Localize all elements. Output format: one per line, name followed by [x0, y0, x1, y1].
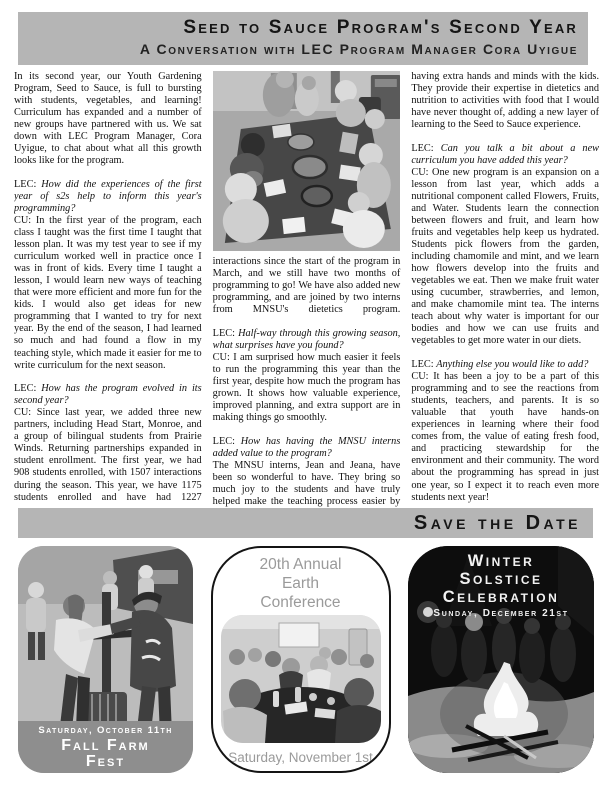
save-the-date-banner: Save the Date	[18, 508, 593, 538]
question-label: LEC:	[212, 327, 235, 339]
qa-block	[411, 143, 599, 348]
event-date: Saturday, November 1st	[228, 750, 373, 765]
event-title: 20th Annual Earth Conference	[259, 556, 342, 611]
event-caption-band	[18, 721, 193, 773]
article-columns	[14, 71, 599, 508]
page-subtitle: A Conversation with LEC Program Manager Cora Uyigue	[139, 41, 578, 57]
event-title: Winter Solstice Celebration	[442, 552, 560, 606]
question-text: Can you talk a bit about a new curriculum you have added this year?	[411, 142, 599, 166]
article-column-2	[213, 71, 401, 508]
interview-answer: CU: In the first year of the program, each class I taught was the first time I taught that lesson plan. It was my test year to see if my curriculum worked well in practice once I was in front of kids. Every time I taught a lesson, I would learn new ways of teaching that were more efficient and more fun for the kids. I would also get ideas for new programming that I wanted to try for next year. By the end of the season, I had learned so much and had found a flow in my teaching style, which made it easier for me to write curriculum for the next season.	[14, 215, 202, 371]
article-column-3	[411, 71, 599, 508]
interview-question	[213, 436, 401, 460]
event-cards	[18, 546, 594, 773]
interview-answer: CU: Since last year, we added three new partners, including Head Start, Monroe, and a group of bilingual students from Prairie Winds. Returning partnerships expanded in student enrollment. The first year, we had 908 students enrolled, with 1507 interactions during the season. This year, we have 1175 students enrolled and have had 1227	[14, 407, 202, 503]
question-text: Anything else you would like to add?	[436, 359, 589, 371]
interview-answer: CU: One new program is an expansion on a lesson from last year, which adds a nutritional component called Flowers, Fruits, and Water. Students learn the connection between flowers and fruit, and learn how fruits and vegetables help keep us hydrated. Students pick flowers from the garden, including chamomile and mint, and we learn how flowers develop into the fruits and vegetables we eat. Then we make fruit water using cucumber, strawberries, and lemon, and make chamomile mint tea. The interns teach about why water is important for our bodies and how we can use fruits and vegetables to get more water in our diets.	[411, 166, 599, 347]
qa-block	[213, 436, 401, 508]
event-date: Saturday, October 11th	[38, 725, 173, 736]
question-text: How has having the MNSU interns added value to the program?	[212, 435, 401, 459]
event-date: Sunday, December 21st	[433, 608, 569, 619]
event-card-earth-conference	[211, 546, 391, 773]
question-text: How did the experiences of the first year of s2s help to inform this year's programming?	[14, 178, 202, 214]
question-label: LEC:	[212, 435, 235, 447]
question-label: LEC:	[411, 142, 434, 154]
interview-answer: CU: It has been a joy to be a part of this programming and to see the reactions from students, teachers, and parents. It is so valuable that youth have hands-on experiences in learning where their food comes from, the value of eating fresh food, and practicing stewardship for the environment and their community. The word about the programming has spread in just one year, so I expect it to reach even more students next year!	[411, 371, 599, 503]
classroom-tasting-photo	[213, 71, 401, 251]
interview-question	[14, 383, 202, 407]
article-column-1	[14, 71, 202, 508]
qa-block	[411, 359, 599, 504]
question-label: LEC:	[411, 359, 434, 371]
page-title: Seed to Sauce Program's Second Year	[183, 17, 578, 38]
interview-question	[213, 328, 401, 352]
qa-block	[213, 328, 401, 424]
interview-answer: CU: I am surprised how much easier it feels to run the programming this year than the first year, despite how much the program has grown. It shows how valuable experience, improved planning, and extra support are in making things go smoothly.	[212, 351, 401, 424]
conference-photo	[221, 615, 381, 743]
question-text: Half-way through this growing season, what surprises have you found?	[212, 327, 401, 351]
interview-question	[411, 143, 599, 167]
classroom-tasting-photo-art	[213, 71, 401, 251]
intro-paragraph: In its second year, our Youth Gardening Program, Seed to Sauce, is full to bursting with students, vegetables, and learning! Curriculum has expanded and a number of new groups have partnered with us. We sat down with LEC Program Manager, Cora Uyigue, to chat about what all this growth looks like for the program.	[14, 71, 202, 167]
interview-question	[411, 359, 599, 371]
question-text: How has the program evolved in its second year?	[14, 383, 202, 407]
continued-paragraph: having extra hands and minds with the kids. They provide their expertise in dietetics and nutrition to activities with food that I would have never thought of, adding a new layer of learning to the Seed to Sauce experience.	[411, 71, 599, 131]
conference-photo-art	[221, 615, 381, 743]
event-card-fall-farm-fest	[18, 546, 193, 773]
question-label: LEC:	[14, 383, 37, 395]
qa-block	[14, 383, 202, 503]
interview-answer: The MNSU interns, Jean and Jeana, have been so wonderful to have. They bring so much joy to the students and have truly helped make the teaching process easier by	[212, 459, 401, 507]
continued-paragraph: interactions since the start of the program in March, and we still have two months of programming to go! We have also added new programming, and are joined by two interns from MNSU's dietetics program.	[212, 256, 401, 316]
interview-question	[14, 179, 202, 215]
event-caption-overlay	[408, 552, 594, 619]
event-card-winter-solstice	[408, 546, 594, 773]
header-banner	[18, 12, 588, 65]
event-title: Fall Farm Fest	[61, 737, 150, 770]
question-label: LEC:	[14, 178, 37, 190]
qa-block	[14, 179, 202, 372]
